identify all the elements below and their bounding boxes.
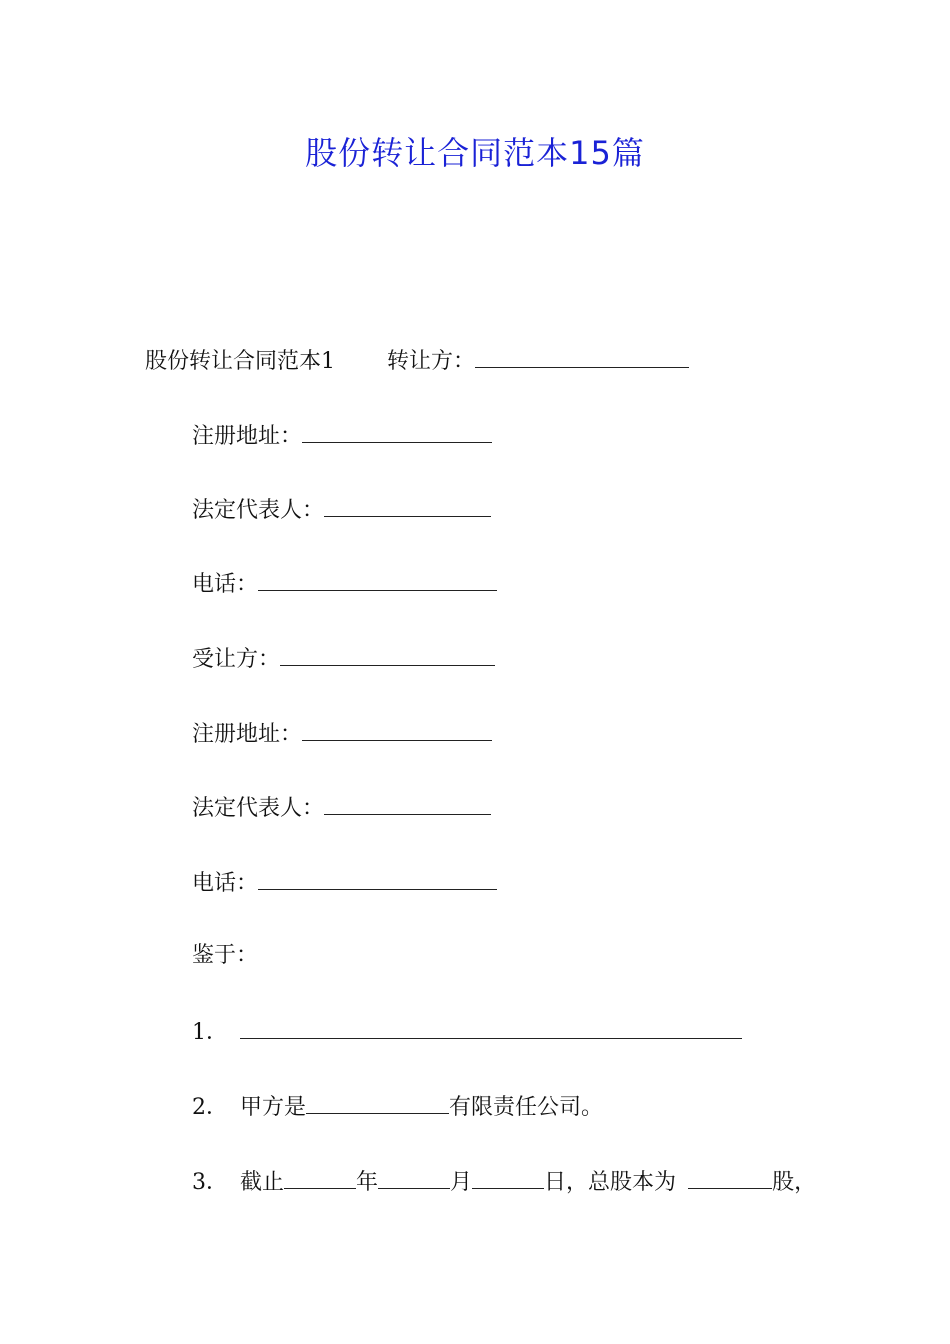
item-2-blank[interactable] <box>306 1091 449 1114</box>
transferor-phone-label: 电话： <box>192 572 259 597</box>
transferor-rep-label: 法定代表人： <box>192 498 325 523</box>
item-3-year-blank[interactable] <box>284 1166 356 1189</box>
transferor-address-label: 注册地址： <box>192 424 303 449</box>
transferee-address-label: 注册地址： <box>192 722 303 747</box>
whereas-line <box>192 941 258 971</box>
transferor-address-line <box>192 420 492 452</box>
item-3-text-a: 截止 <box>240 1170 285 1195</box>
item-1-number: 1． <box>192 1020 228 1045</box>
whereas-label: 鉴于： <box>192 943 259 968</box>
transferee-phone-blank[interactable] <box>258 867 497 890</box>
transferee-rep-line <box>192 792 491 824</box>
transferor-address-blank[interactable] <box>302 420 492 443</box>
transferor-blank[interactable] <box>475 345 689 368</box>
intro-text: 股份转让合同范本1 <box>145 349 335 374</box>
item-3 <box>192 1166 816 1198</box>
item-2-number: 2． <box>192 1095 228 1120</box>
item-3-day: 日，总股本为 <box>544 1170 677 1195</box>
item-3-month: 月 <box>450 1170 473 1195</box>
transferee-blank[interactable] <box>280 643 495 666</box>
item-3-month-blank[interactable] <box>378 1166 450 1189</box>
item-1 <box>192 1016 742 1048</box>
item-3-end: 股， <box>772 1170 817 1195</box>
item-3-day-blank[interactable] <box>472 1166 544 1189</box>
transferor-label: 转让方： <box>387 349 476 374</box>
item-3-year: 年 <box>356 1170 379 1195</box>
transferee-address-blank[interactable] <box>302 718 492 741</box>
transferee-rep-blank[interactable] <box>324 792 491 815</box>
transferor-phone-line <box>192 568 497 600</box>
transferee-address-line <box>192 718 492 750</box>
transferee-rep-label: 法定代表人： <box>192 796 325 821</box>
transferor-rep-blank[interactable] <box>324 494 491 517</box>
item-1-blank[interactable] <box>240 1016 742 1039</box>
item-3-shares-blank[interactable] <box>688 1166 772 1189</box>
transferor-rep-line <box>192 494 491 526</box>
transferor-phone-blank[interactable] <box>258 568 497 591</box>
transferee-phone-line <box>192 867 497 899</box>
item-2-text-b: 有限责任公司。 <box>449 1095 604 1120</box>
intro-line <box>145 345 689 377</box>
item-2 <box>192 1091 603 1123</box>
item-2-text-a: 甲方是 <box>240 1095 307 1120</box>
item-3-number: 3． <box>192 1170 228 1195</box>
transferee-phone-label: 电话： <box>192 871 259 896</box>
document-title: 股份转让合同范本15篇 <box>305 134 645 172</box>
transferee-line <box>192 643 495 675</box>
transferee-label: 受让方： <box>192 647 281 672</box>
